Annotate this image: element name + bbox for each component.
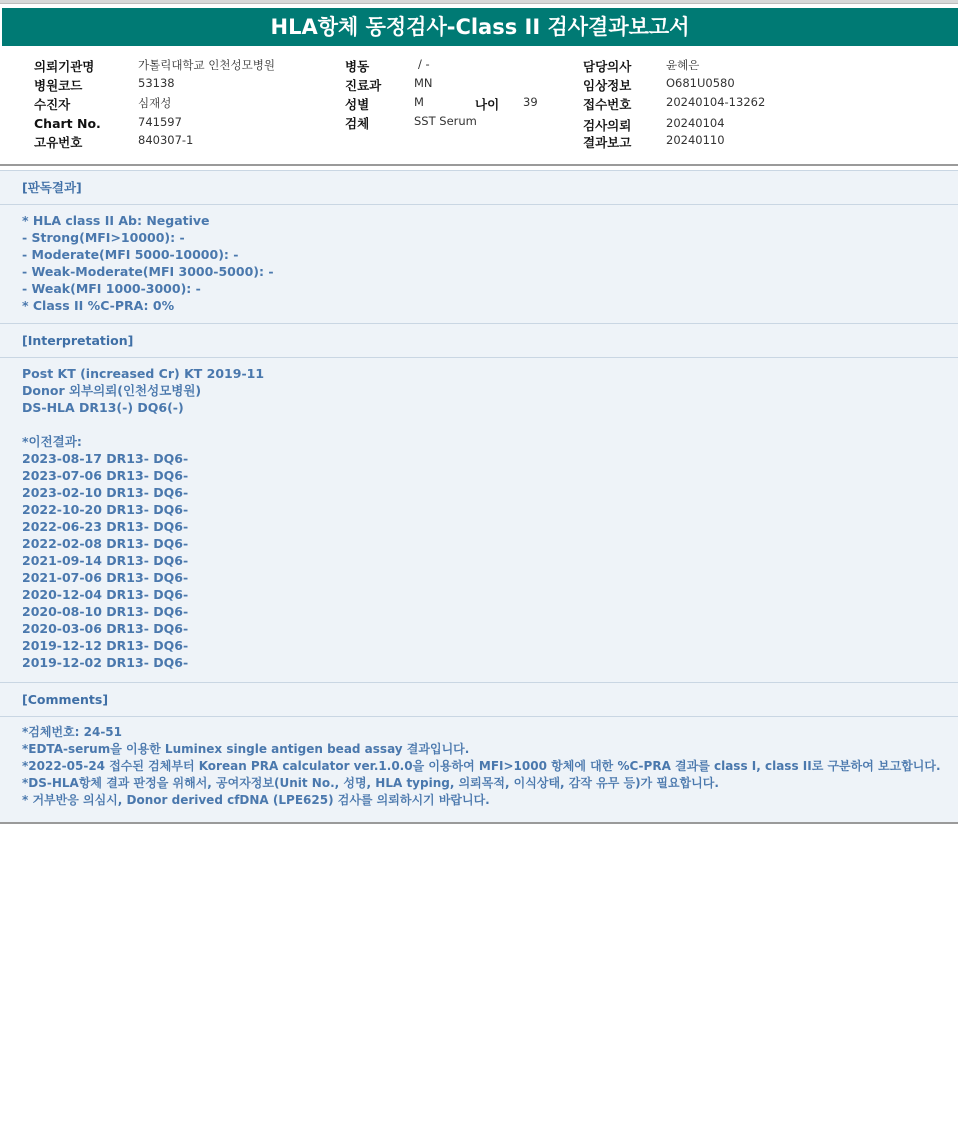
report-date-label: 결과보고 [583, 135, 632, 150]
comment-line: *검체번호: 24-51 [22, 725, 122, 739]
top-border [0, 0, 958, 4]
info-divider [0, 164, 958, 166]
previous-result-line: 2023-07-06 DR13- DQ6- [22, 468, 189, 483]
clinical-info-label: 임상정보 [583, 78, 632, 93]
age-label: 나이 [475, 97, 500, 112]
interpretation-section-header [0, 323, 958, 358]
physician-label: 담당의사 [583, 59, 632, 74]
report-body [0, 170, 958, 824]
previous-result-line: 2022-02-08 DR13- DQ6- [22, 536, 189, 551]
interpretation-header-text: [Interpretation] [22, 333, 134, 348]
comment-line: *2022-05-24 접수된 검체부터 Korean PRA calculator ver.1.0.0을 이용하여 MFI>1000 항체에 대한 %C-PRA 결과를 class I, class II로 구분하여 보고합니다. [22, 759, 941, 773]
result-line: * Class II %C-PRA: 0% [22, 298, 175, 313]
previous-result-line: 2019-12-02 DR13- DQ6- [22, 655, 189, 670]
age-value: 39 [523, 95, 538, 109]
comments-section-header [0, 682, 958, 717]
previous-result-line: 2020-12-04 DR13- DQ6- [22, 587, 189, 602]
interpretation-line: *이전결과: [22, 434, 82, 449]
institution-value: 가톨릭대학교 인천성모병원 [138, 58, 275, 72]
specimen-value: SST Serum [414, 114, 477, 128]
result-line: - Moderate(MFI 5000-10000): - [22, 247, 239, 262]
previous-result-line: 2020-03-06 DR13- DQ6- [22, 621, 189, 636]
clinical-info-value: O681U0580 [666, 76, 735, 90]
interpretation-line: DS-HLA DR13(-) DQ6(-) [22, 400, 184, 415]
unique-no-value: 840307-1 [138, 133, 194, 147]
unique-no-label: 고유번호 [34, 135, 83, 150]
previous-result-line: 2023-08-17 DR13- DQ6- [22, 451, 189, 466]
ward-value: / - [418, 57, 430, 71]
result-line: * HLA class II Ab: Negative [22, 213, 210, 228]
result-line: - Weak(MFI 1000-3000): - [22, 281, 201, 296]
request-date-value: 20240104 [666, 116, 725, 130]
previous-result-line: 2021-07-06 DR13- DQ6- [22, 570, 189, 585]
comments-section-body [22, 724, 952, 809]
result-section-header [0, 170, 958, 205]
patient-value: 심재성 [138, 96, 172, 110]
institution-label: 의뢰기관명 [34, 59, 95, 74]
patient-label: 수진자 [34, 97, 71, 112]
chart-no-label: Chart No. [34, 116, 101, 131]
ward-label: 병동 [345, 59, 370, 74]
result-header-text: [판독결과] [22, 180, 82, 195]
result-line: - Weak-Moderate(MFI 3000-5000): - [22, 264, 274, 279]
department-value: MN [414, 76, 433, 90]
accession-label: 접수번호 [583, 97, 632, 112]
request-date-label: 검사의뢰 [583, 118, 632, 133]
comments-header-text: [Comments] [22, 692, 109, 707]
interpretation-line [22, 416, 952, 433]
interpretation-line: Post KT (increased Cr) KT 2019-11 [22, 366, 265, 381]
comment-line: *EDTA-serum을 이용한 Luminex single antigen bead assay 결과입니다. [22, 742, 470, 756]
previous-result-line: 2021-09-14 DR13- DQ6- [22, 553, 189, 568]
previous-result-line: 2023-02-10 DR13- DQ6- [22, 485, 189, 500]
physician-value: 윤혜은 [666, 58, 700, 72]
report-date-value: 20240110 [666, 133, 725, 147]
sex-label: 성별 [345, 97, 370, 112]
comment-line: * 거부반응 의심시, Donor derived cfDNA (LPE625) 검사를 의뢰하시기 바랍니다. [22, 793, 490, 807]
result-section-body [22, 212, 952, 314]
report-title: HLA항체 동정검사-Class II 검사결과보고서 [2, 8, 958, 46]
specimen-label: 검체 [345, 116, 370, 131]
department-label: 진료과 [345, 78, 382, 93]
interpretation-line: Donor 외부의뢰(인천성모병원) [22, 383, 202, 398]
patient-info-panel [0, 50, 958, 162]
accession-value: 20240104-13262 [666, 95, 766, 109]
sex-value: M [414, 95, 424, 109]
chart-no-value: 741597 [138, 115, 182, 129]
interpretation-section-body [22, 365, 952, 671]
hospital-code-value: 53138 [138, 76, 175, 90]
comment-line: *DS-HLA항체 결과 판정을 위해서, 공여자정보(Unit No., 성명, HLA typing, 의뢰목적, 이식상태, 감작 유무 등)가 필요합니다. [22, 776, 719, 790]
previous-result-line: 2022-06-23 DR13- DQ6- [22, 519, 189, 534]
result-line: - Strong(MFI>10000): - [22, 230, 185, 245]
hospital-code-label: 병원코드 [34, 78, 83, 93]
previous-result-line: 2019-12-12 DR13- DQ6- [22, 638, 189, 653]
previous-result-line: 2020-08-10 DR13- DQ6- [22, 604, 189, 619]
previous-result-line: 2022-10-20 DR13- DQ6- [22, 502, 189, 517]
